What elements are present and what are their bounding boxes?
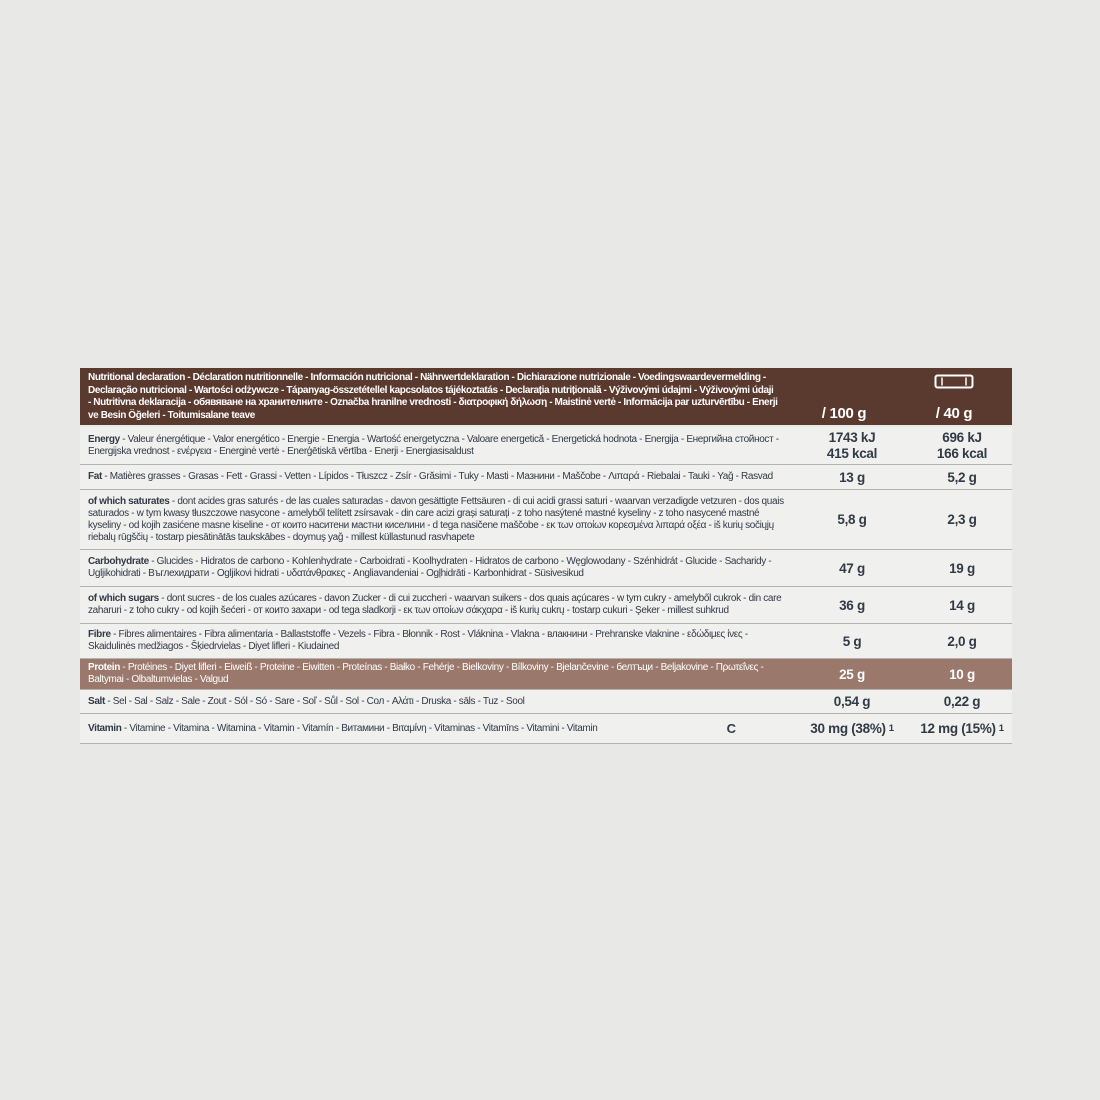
- saturates-per-40g: 2,3 g: [947, 512, 977, 527]
- row-fat: [80, 465, 1012, 490]
- fat-per-100g: 13 g: [839, 469, 865, 485]
- footnote-marker: 1: [998, 723, 1004, 734]
- energy-per-100g: 1743 kJ 415 kcal: [826, 430, 878, 461]
- footnote-marker: 1: [888, 723, 894, 734]
- energy-per-40g: 696 kJ 166 kcal: [936, 430, 988, 461]
- row-sugars: [80, 587, 1012, 624]
- vitamin-c-letter: C: [726, 721, 736, 736]
- row-salt: [80, 690, 1012, 714]
- row-carbohydrate: [80, 550, 1012, 587]
- table-body: [80, 427, 1012, 744]
- fibre-per-100g: 5 g: [842, 633, 862, 649]
- table-header: [80, 368, 1012, 425]
- salt-per-40g: 0,22 g: [943, 694, 981, 709]
- carbohydrate-label: Carbohydrate - Glucides - Hidratos de carbono - Kohlenhydrate - Carboidrati - Koolhydraten - Hidratos de carbono - Węglowodany - Szénhidrát - Glucide - Sacharidy - Ugljikohidrati - Въглехидрати - Ogljikovi hidrati - υδατάνθρακες - Angliavandeniai - Ogļhidrāti - Karbonhidrat - Süsivesikud: [88, 556, 772, 579]
- saturates-per-100g: 5,8 g: [837, 512, 867, 527]
- row-energy: [80, 427, 1012, 465]
- vitamin-per-40g: 12 mg (15%) 1: [920, 721, 1004, 736]
- protein-per-100g: 25 g: [839, 666, 865, 682]
- vitamin-label: Vitamin - Vitamine - Vitamina - Witamina - Vitamin - Vitamín - Витамини - Βιταμίνη - Vitaminas - Vitamīns - Vitamini - Vitamin C: [88, 721, 736, 736]
- column-header-per-100g: / 100 g: [821, 405, 867, 422]
- sugars-per-100g: 36 g: [839, 597, 865, 613]
- nutrition-table: [80, 368, 1012, 744]
- row-saturates: [80, 490, 1012, 550]
- carbohydrate-per-100g: 47 g: [839, 560, 865, 576]
- row-fibre: [80, 624, 1012, 659]
- protein-per-40g: 10 g: [949, 666, 975, 682]
- energy-label: Energy - Valeur énergétique - Valor energético - Energie - Energia - Wartość energetyczna - Valoare energetică - Energetická hodnota - Energija - Енергийна стойност - Energijska vrednost - ενέργεια - Energinė vertė - Enerģētiskā vērtība - Enerji - Energiasisaldust: [88, 433, 779, 457]
- saturates-label: of which saturates - dont acides gras saturés - de las cuales saturadas - davon gesättigte Fettsäuren - di cui acidi grassi saturi - waarvan verzadigde vetzuren - dos quais saturados - w tym kwasy tłuszczowe nasycone - amelyből telített zsírsavak - din care acizi grași saturați - z toho nasýtené mastné kyseliny - z toho nasycené mastné kyseliny - od kojih zasićene masne kiseline - от които наситени мастни киселини - d tega nasičene maščobe - εκ των οποίων κορεσμένα λιπαρά οξέα - iš kurių sočiųjų riebalų rūgščių - tostarp piesātinātās taukskābes - doymuş yağ - millest küllastunud rasvhapete: [88, 495, 784, 543]
- sugars-label: of which sugars - dont sucres - de los cuales azúcares - davon Zucker - di cui zuccheri - waarvan suikers - dos quais açúcares - w tym cukry - amelyből cukrok - din care zaharuri - z toho cukry - od kojih šećeri - от които захари - od tega sladkorji - εκ των οποίων σάκχαρα - iš kurių cukrų - tostarp cukuri - Şeker - millest suhkrud: [88, 593, 782, 616]
- fibre-per-40g: 2,0 g: [947, 633, 977, 649]
- row-vitamin: [80, 714, 1012, 744]
- protein-label: Protein - Protéines - Diyet lifleri - Eiweiß - Proteine - Eiwitten - Proteínas - Białko - Fehérje - Bielkoviny - Bílkoviny - Bjelančevine - белтъци - Beljakovine - Πρωτεΐνες - Baltymai - Olbaltumvielas - Valgud: [88, 662, 764, 685]
- column-header-per-40g: / 40 g: [904, 372, 1004, 422]
- salt-per-100g: 0,54 g: [833, 694, 871, 709]
- salt-label: Salt - Sel - Sal - Salz - Sale - Zout - Sól - Só - Sare - Soľ - Sůl - Sol - Сол - Αλάτι - Druska - sāls - Tuz - Sool: [88, 695, 525, 707]
- fat-label: Fat - Matières grasses - Grasas - Fett - Grassi - Vetten - Lípidos - Tłuszcz - Zsír - Grăsimi - Tuky - Masti - Мазнини - Maščobe - Λιπαρά - Riebalai - Tauki - Yağ - Rasvad: [88, 471, 773, 482]
- table-title: Nutritional declaration - Déclaration nutritionnelle - Información nutricional - Nährwertdeklaration - Dichiarazione nutrizionale - Voedingswaardevermelding - Declaração nutricional - Wartości odżywcze - Tápanyag-összetétellel kapcsolatos tájékoztatás - Declarația nutrițională - Výživovými údajmi - Výživovými údaji - Nutritivna deklaracija - обявяване на хранителните - Označba hranilne vrednosti - διατροφική δήλωση - Maistinė vertė - Informācija par uzturvērtību - Enerji ve Besin Öğeleri - Toitumisalane teave: [88, 372, 778, 421]
- row-protein: [80, 659, 1012, 690]
- vitamin-per-100g: 30 mg (38%) 1: [810, 721, 894, 736]
- fibre-label: Fibre - Fibres alimentaires - Fibra alimentaria - Ballaststoffe - Vezels - Fibra - Błonnik - Rost - Vláknina - Vlakna - влакнини - Prehranske vlaknine - εδώδιμες ίνες - Skaidulinės medžiagos - Šķiedrvielas - Diyet lifleri - Kiudained: [88, 629, 748, 652]
- carbohydrate-per-40g: 19 g: [949, 560, 975, 576]
- fat-per-40g: 5,2 g: [947, 469, 977, 485]
- sugars-per-40g: 14 g: [949, 597, 975, 613]
- bar-icon: [934, 374, 974, 389]
